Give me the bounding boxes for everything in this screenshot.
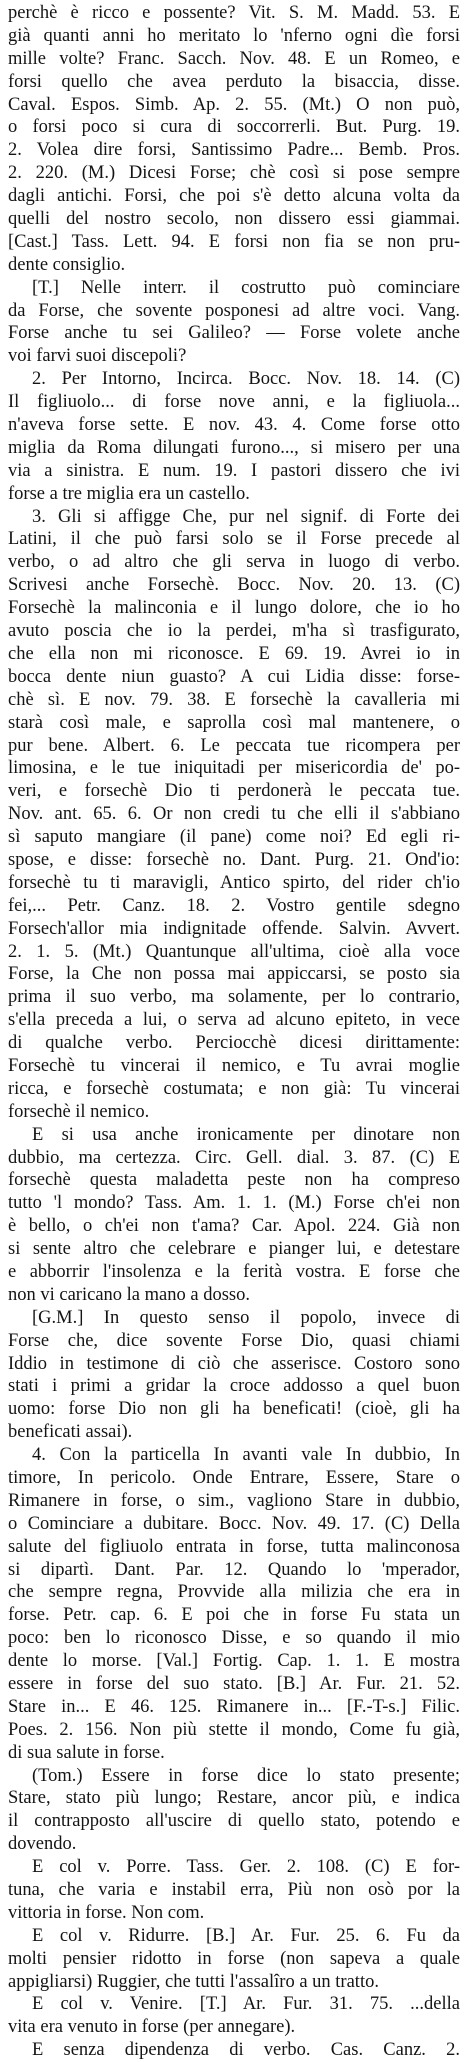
text-line: 4. Con la particella In avanti vale In dubbio, In	[32, 1445, 460, 1466]
text-line: Caval. Espos. Simb. Ap. 2. 55. (Mt.) O non può,	[8, 94, 460, 115]
text-line: 2. Per Intorno, Incirca. Bocc. Nov. 18. 14. (C)	[32, 369, 460, 390]
text-line: poco: ben lo riconosco Disse, e so quando il mio	[8, 1628, 460, 1649]
text-line: mille volte? Franc. Sacch. Nov. 48. E un Romeo, e	[8, 48, 460, 69]
text-line: Forsech'allor mia indignitade offende. Salvin. Avvert.	[8, 918, 460, 939]
text-line: 3. Gli si affigge Che, pur nel signif. di Forte dei	[32, 506, 460, 527]
text-line: forsechè il nemico.	[8, 1101, 150, 1122]
text-line: quelli del nostro secolo, non dissero essi giammai.	[8, 209, 460, 230]
text-line: molti pensier ridotto in forse (non sapeva a quale	[8, 1948, 460, 1969]
text-line: miglia da Roma dilungati furono..., si misero per una	[8, 437, 460, 458]
text-line: prima il suo verbo, ma solamente, per lo contrario,	[8, 987, 460, 1008]
text-line: Stare, stato più lungo; Restare, ancor più, e indica	[8, 1788, 460, 1809]
text-line: pur bene. Albert. 6. Le peccata tue ricompera per	[8, 735, 460, 756]
text-line: E senza dipendenza di verbo. Cas. Canz. 2.	[32, 2040, 460, 2061]
text-line: sì saputo mangiare (il pane) come noi? Ed egli ri-	[8, 827, 460, 848]
text-line: E col v. Porre. Tass. Ger. 2. 108. (C) E for-	[32, 1857, 460, 1878]
text-line: uomo: forse Dio non gli ha beneficati! (cioè, gli ha	[8, 1399, 460, 1420]
text-line: beneficati assai).	[8, 1422, 133, 1443]
text-line: s'ella preceda a lui, o serva ad alcuno epiteto, in vece	[8, 1010, 460, 1031]
text-line: forsechè tu ti maravigli, Antico spirto, del rider ch'io	[8, 872, 460, 893]
text-line: forse. Petr. cap. 6. E poi che in forse Fu stata un	[8, 1605, 460, 1626]
text-line: Nov. ant. 65. 6. Or non credi tu che elli il s'abbiano	[8, 804, 460, 825]
text-line: dubbio, ma certezza. Circ. Gell. dial. 3. 87. (C) E	[8, 1147, 460, 1168]
text-line: è bello, o ch'ei non t'ama? Car. Apol. 224. Già non	[8, 1216, 460, 1237]
text-line: 2. 220. (M.) Dicesi Forse; chè così si pose sempre	[8, 163, 460, 184]
text-line: vita era venuto in forse (per annegare).	[8, 2017, 296, 2038]
text-line: spose, e disse: forsechè no. Dant. Purg. 21. Ond'io:	[8, 849, 460, 870]
text-line: starà così male, e saprolla così mal mantenere, o	[8, 712, 460, 733]
text-line: Forsechè tu vincerai il nemico, e Tu avrai moglie	[8, 1055, 460, 1076]
text-line: di qualche verbo. Perciocchè dicesi dirittamente:	[8, 1033, 460, 1054]
text-line: Scrivesi anche Forsechè. Bocc. Nov. 20. 13. (C)	[8, 575, 460, 596]
text-line: E col v. Ridurre. [B.] Ar. Fur. 25. 6. Fu da	[32, 1925, 460, 1946]
text-line: 2. Volea dire forsi, Santissimo Padre... Bemb. Pros.	[8, 140, 460, 161]
text-line: [T.] Nelle interr. il costrutto può cominciare	[32, 277, 460, 298]
text-line: Forse che, dice sovente Forse Dio, quasi chiami	[8, 1330, 460, 1351]
text-line: 2. 1. 5. (Mt.) Quantunque all'ultima, cioè alla voce	[8, 941, 460, 962]
text-line: [G.M.] In questo senso il popolo, invece di	[32, 1307, 460, 1328]
text-line: Stare in... E 46. 125. Rimanere in... [F.-T-s.] Filic.	[8, 1696, 460, 1717]
text-line: già quanti anni ho meritato lo 'nferno ogni dìe forsi	[8, 25, 460, 46]
text-line: (Tom.) Essere in forse dice lo stato presente;	[32, 1765, 460, 1786]
text-line: veri, e forsechè Dio ti perdonerà le peccata tue.	[8, 781, 460, 802]
text-line: forsi quello che avea perduto la bisaccia, disse.	[8, 71, 460, 92]
text-line: Il figliuolo... di forse nove anni, e la figliuola...	[8, 392, 460, 413]
text-line: via a sinistra. E num. 19. I pastori dissero che ivi	[8, 460, 460, 481]
text-line: [Cast.] Tass. Lett. 94. E forsi non fia se non pru-	[8, 231, 460, 252]
text-line: voi farvi suoi discepoli?	[8, 346, 187, 367]
text-line: stati i primi a gridar la croce addosso a quel buon	[8, 1376, 460, 1397]
text-line: perchè è ricco e possente? Vit. S. M. Madd. 53. E	[8, 3, 460, 23]
text-line: o Cominciare a dubitare. Bocc. Nov. 49. 17. (C) Della	[8, 1513, 460, 1534]
text-line: Forse anche tu sei Galileo? — Forse volete anche	[8, 323, 460, 344]
text-line: n'aveva forse sette. E nov. 43. 4. Come forse otto	[8, 415, 460, 436]
text-line: avuto poscia che io la perdei, m'ha sì trasfigurato,	[8, 621, 460, 642]
text-line: chè sì. E nov. 79. 38. E forsechè la cavalleria mi	[8, 689, 460, 710]
text-line: dente consiglio.	[8, 254, 126, 275]
text-line: Poes. 2. 156. Non più stette il mondo, Come fu già,	[8, 1719, 460, 1740]
text-line: Iddio in testimone di ciò che asserisce. Costoro sono	[8, 1353, 460, 1374]
text-line: Forsechè la malinconia e il lungo dolore, che io ho	[8, 598, 460, 619]
text-line: il contrapposto all'uscire di quello stato, potendo e	[8, 1811, 460, 1832]
text-line: si dipartì. Dant. Par. 12. Quando lo 'mperador,	[8, 1559, 460, 1580]
text-line: salute del figliuolo entrata in forse, tutta malinconosa	[8, 1536, 460, 1557]
text-line: forse a tre miglia era un castello.	[8, 483, 250, 504]
text-line: da Forse, che sovente posponesi ad altre voci. Vang.	[8, 300, 460, 321]
text-line: dente lo morse. [Val.] Fortig. Cap. 1. 1. E mostra	[8, 1651, 460, 1672]
text-line: verbo, o ad altro che gli serva in luogo di verbo.	[8, 552, 460, 573]
text-line: Latini, il che può farsi solo se il Forse precede al	[8, 529, 460, 550]
text-line: che sempre regna, Provvide alla milizia che era in	[8, 1582, 460, 1603]
text-line: e abborrir l'insolenza e la ferità vostra. E forse che	[8, 1261, 460, 1282]
text-line: di sua salute in forse.	[8, 1742, 165, 1763]
text-line: Forse, la Che non possa mai appiccarsi, se posto sia	[8, 964, 460, 985]
text-line: vittoria in forse. Non com.	[8, 1902, 205, 1923]
text-line: E si usa anche ironicamente per dinotare non	[32, 1124, 460, 1145]
text-line: ricca, e forsechè costumata; e non già: Tu vincerai	[8, 1078, 460, 1099]
dictionary-text-block	[8, 2, 460, 2062]
text-line: timore, In pericolo. Onde Entrare, Essere, Stare o	[8, 1468, 460, 1488]
text-line: o forsi poco si cura di soccorrerli. But. Purg. 19.	[8, 117, 460, 138]
text-line: fei,... Petr. Canz. 18. 2. Vostro gentile sdegno	[8, 895, 460, 916]
text-line: E col v. Venire. [T.] Ar. Fur. 31. 75. ...della	[32, 1994, 460, 2015]
text-line: si sente altro che celebrare e pianger lui, e detestare	[8, 1239, 460, 1260]
text-line: che ella non mi riconosce. E 69. 19. Avrei io in	[8, 643, 460, 664]
text-line: essere in forse del suo stato. [B.] Ar. Fur. 21. 52.	[8, 1674, 460, 1695]
text-line: tutto 'l mondo? Tass. Am. 1. 1. (M.) Forse ch'ei non	[8, 1193, 460, 1214]
text-line: forsechè questa maladetta peste non ha compreso	[8, 1170, 460, 1191]
text-line: appigliarsi) Ruggier, che tutti l'assalîro a un tratto.	[8, 1971, 379, 1992]
text-line: limosina, e le tue iniquitadi per misericordia de' po-	[8, 758, 460, 779]
text-line: Rimanere in forse, o sim., vagliono Stare in dubbio,	[8, 1490, 460, 1511]
text-line: dagli antichi. Forsi, che poi s'è detto alcuna volta da	[8, 186, 460, 207]
text-line: non vi caricano la mano a dosso.	[8, 1284, 250, 1305]
text-line: bocca dente niun guasto? A cui Lidia disse: forse-	[8, 666, 460, 687]
text-line: dovendo.	[8, 1834, 77, 1855]
text-line: tuna, che varia e instabil erra, Più non osò por la	[8, 1880, 460, 1901]
